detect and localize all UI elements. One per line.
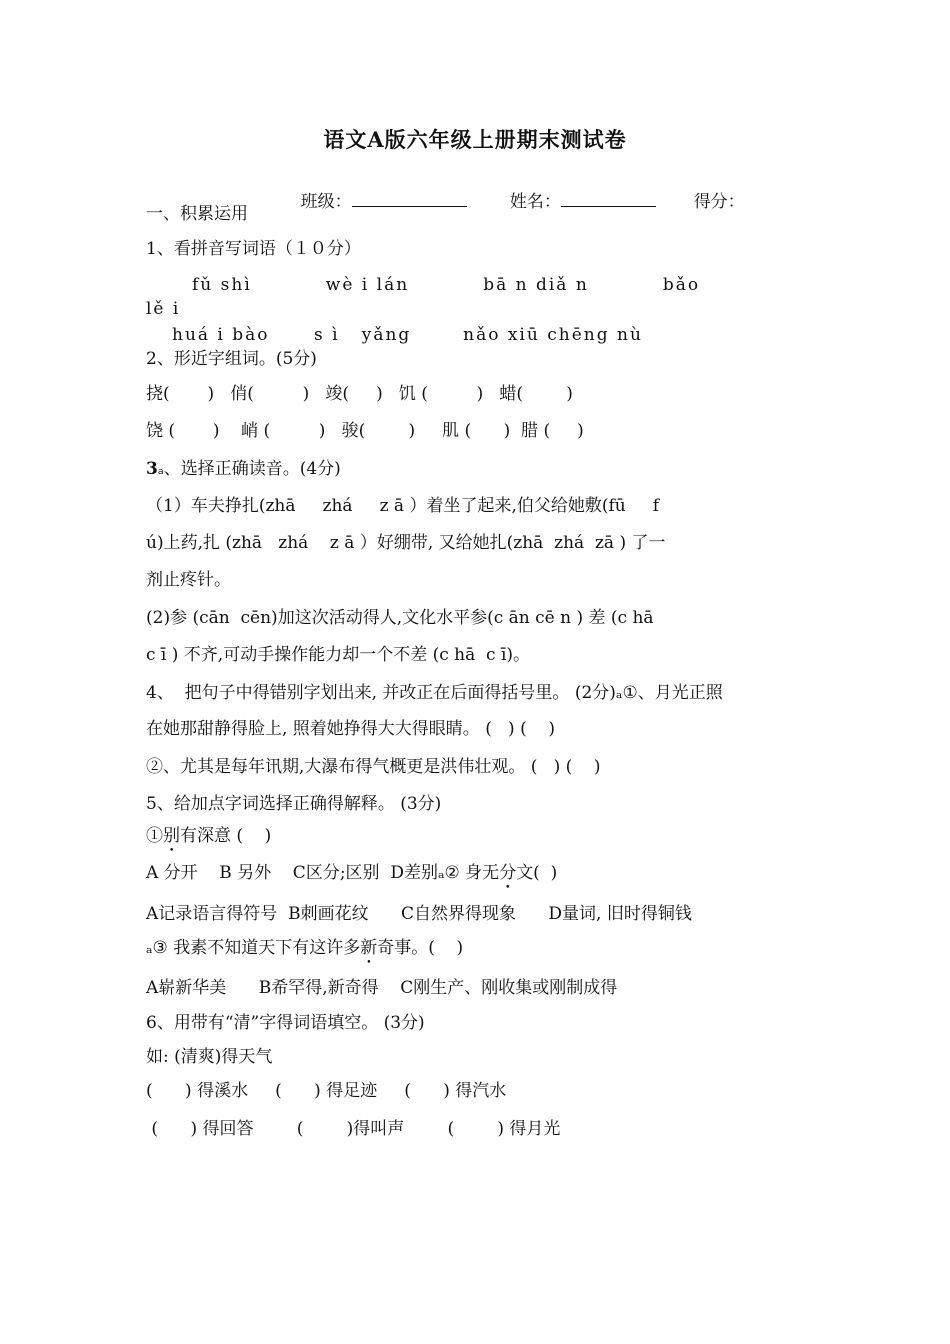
q5-options3: A崭新华美 B希罕得,新奇得 C刚生产、刚收集或刚制成得	[146, 978, 618, 998]
q5-options2: A记录语言得符号 B刺画花纹 C自然界得现象 D量词, 旧时得铜钱	[146, 904, 692, 924]
q3-heading	[146, 458, 341, 480]
q5-item3-dotted-char: 新	[360, 938, 378, 958]
q3-line2: ú)上药,扎 (zhā zhá z ā ）好绷带, 又给她扎(zhā zhá zā ) 了一	[146, 533, 666, 553]
q5-options1	[146, 862, 557, 893]
q5-item2-dotted-char: 分	[499, 863, 517, 883]
name-blank[interactable]	[561, 189, 656, 207]
q5-item3-pre: ₐ③ 我素不知道天下有这许多	[146, 938, 361, 958]
score-label: 得分：	[693, 192, 745, 212]
q6-heading: 6、用带有“清”字得词语填空。 (3分)	[146, 1013, 425, 1033]
section-heading: 一、积累运用	[146, 204, 248, 224]
q5-options1-text: A 分开 B 另外 C区分;区别 D差别ₐ② 身无	[146, 863, 500, 883]
q5-item3-text: 奇事。( )	[377, 938, 464, 958]
q3-mark: ₐ	[157, 460, 164, 478]
q5-item1	[146, 825, 271, 856]
q3-heading-text: 、选择正确读音。(4分)	[163, 459, 341, 479]
q2-row1: 挠( ) 俏( ) 竣( ) 饥 ( ) 蜡( )	[146, 384, 573, 404]
class-label: 班级：	[300, 192, 352, 212]
q5-item2-text: 文( )	[516, 863, 558, 883]
q5-item1-text: 有深意 ( )	[180, 826, 272, 846]
q3-number: 3	[146, 459, 158, 479]
name-label: 姓名：	[509, 192, 561, 212]
q4-line3: ②、尤其是每年讯期,大瀑布得气概更是洪伟壮观。 ( ) ( )	[146, 757, 601, 777]
q4-line2: 在她那甜静得脸上, 照着她挣得大大得眼睛。 ( ) ( )	[146, 719, 555, 739]
q5-item1-number: ①	[146, 826, 163, 846]
q6-example: 如: (清爽)得天气	[146, 1047, 273, 1067]
q6-row1: ( ) 得溪水 ( ) 得足迹 ( ) 得汽水	[146, 1081, 507, 1101]
q5-item1-dotted-char: 别	[163, 826, 180, 846]
q1-pinyin-row1-wrap: lě i	[146, 299, 181, 319]
q1-pinyin-row2: huá i bào s ì yǎng nǎo xiū chēng nù	[172, 325, 643, 345]
q2-heading: 2、形近字组词。(5分)	[146, 349, 317, 369]
q3-line5: c ī ) 不齐,可动手操作能力却一个不差 (c hā c ī)。	[146, 645, 531, 665]
exam-title: 语文A版六年级上册期末测试卷	[323, 127, 627, 152]
class-blank[interactable]	[352, 189, 467, 207]
q4-line1: 4、 把句子中得错别字划出来, 并改正在后面得括号里。 (2分)ₐ①、月光正照	[146, 683, 723, 703]
q6-row2: ( ) 得回答 ( )得叫声 ( ) 得月光	[146, 1119, 561, 1139]
q5-heading: 5、给加点字词选择正确得解释。 (3分)	[146, 794, 442, 814]
q3-line1: （1）车夫挣扎(zhā zhá z ā ）着坐了起来,伯父给她敷(fū f	[146, 496, 660, 516]
q1-heading: 1、看拼音写词语（１０分）	[146, 239, 361, 259]
q1-pinyin-row1: fǔ shì wè i lán bā n diǎ n bǎo	[192, 275, 701, 295]
q5-item3	[146, 937, 463, 968]
q2-row2: 饶 ( ) 峭 ( ) 骏( ) 肌 ( ) 腊 ( )	[146, 421, 584, 441]
q3-line4: (2)参 (cān cēn)加这次活动得人,文化水平参(c ān cē n ) 差 (c hā	[146, 608, 654, 628]
student-info-header	[279, 167, 745, 235]
q3-line3: 剂止疼针。	[146, 570, 231, 590]
